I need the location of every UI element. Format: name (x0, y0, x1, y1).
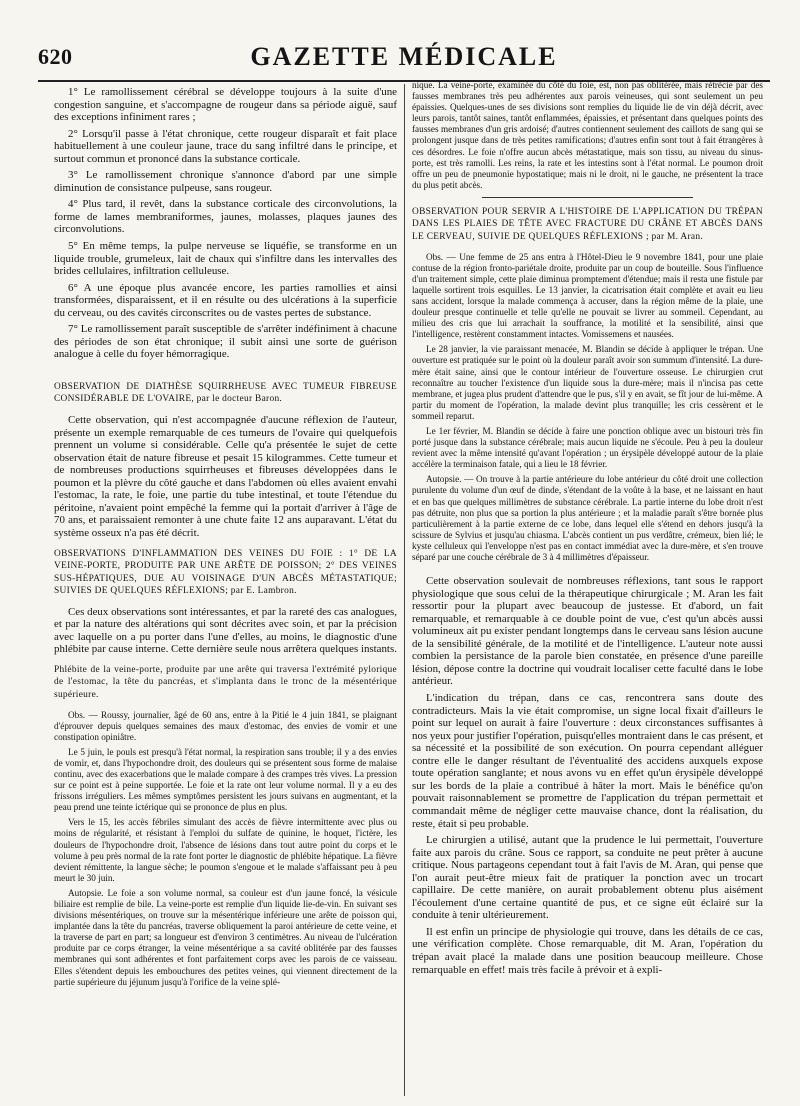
paragraph: Le 1er février, M. Blandin se décide à faire une ponction oblique avec un bistouri très fin porté jusque dans la substance cérébrale; mais aucun liquide ne s'écoule. Peu à peu la douleur revient avec la même intensité qu'avant l'opération ; un érysipèle développé autour de la plaie accélère la terminaison fatale, qui a lieu le 18 février. (412, 425, 763, 470)
paragraph: 6° A une époque plus avancée encore, les parties ramollies et ainsi transformées, disparaissent, et il en résulte ou des ulcérations à la superficie du cerveau, ou des cavités circonscrites ou de vastes pertes de substance. (54, 281, 397, 319)
paragraph: 2° Lorsqu'il passe à l'état chronique, cette rougeur disparaît et fait place habituellement à une couleur jaune, trace du sang infiltré dans le principe, et surtout commun et prononcé dans la substance corticale. (54, 127, 397, 165)
section-title: OBSERVATION POUR SERVIR A L'HISTOIRE DE L'APPLICATION DU TRÉPAN DANS LES PLAIES DE TÊTE AVEC FRACTURE DU CRÂNE ET ABCÈS DANS LE CERVEAU, SUIVIE DE QUELQUES RÉFLEXIONS ; par M. Aran. (412, 206, 763, 243)
journal-title: GAZETTE MÉDICALE (250, 42, 558, 71)
paragraph: L'indication du trépan, dans ce cas, rencontrera sans doute des contradicteurs. Mais la vie était compromise, un signe local fixait d'ailleurs le point sur lequel on aurait à faire l'ouverture : deux circonstances suffisantes à nos yeux pour justifier l'opération, puisqu'elles montraient dans le cas présent, et sa nécessité et la possibilité de son exécution. On pourra cependant alléguer contre elle le danger résultant de l'éventualité des accidens auxquels expose toute opération sanglante; et nous avons vu en effet qu'un érysipèle développé sur les bords de la plaie a contribué à hâter la mort. Mais le bénéfice qu'on pouvait raisonnablement se promettre de l'application du trépan permettait et commandait même de négliger cette mauvaise chance, dont la réalisation, du reste, était si peu probable. (412, 692, 763, 830)
paragraph: 3° Le ramollissement chronique s'annonce d'abord par une simple diminution de consistance pulpeuse, sans rougeur. (54, 169, 397, 194)
paragraph: Autopsie. — On trouve à la partie antérieure du lobe antérieur du côté droit une collection purulente du volume d'un œuf de dinde, s'étendant de la voûte à la base, et ne laissant en haut et en bas que quelques millimètres de substance cérébrale. La partie interne du lobe droit n'est pas détruite, non plus que sa portion la plus antérieure ; et la maladie paraît s'être bornée plus particulièrement à la partie externe de ce lobe, dans lequel elle s'étend en dehors jusqu'à la scissure de Sylvius et jusqu'au chiasma. L'abcès contient un pus verdâtre, crémeux, bien lié; le kyste celluleux qui l'enveloppe n'est pas en contact immédiat avec la dure-mère, et s'en trouve séparé par une couche cérébrale de 3 à 4 millimètres d'épaisseur. (412, 474, 763, 563)
section-title: OBSERVATIONS D'INFLAMMATION DES VEINES DU FOIE : 1° DE LA VEINE-PORTE, PRODUITE PAR UNE ARÊTE DE POISSON; 2° DES VEINES SUS-HÉPATIQUES, DUE AU VOISINAGE D'UN ABCÈS MÉTASTATIQUE; SUIVIES DE QUELQUES RÉFLEXIONS; par E. Lambron. (54, 548, 397, 597)
section-title: Phlébite de la veine-porte, produite par une arête qui traversa l'extrémité pylorique de l'estomac, la tête du pancréas, et s'implanta dans le tronc de la mésentérique supérieure. (54, 664, 397, 700)
paragraph: Cette observation soulevait de nombreuses réflexions, tant sous le rapport physiologique que sous celui de la thérapeutique chirurgicale ; M. Aran les fait ressortir pour la plupart avec beaucoup de justesse. Et d'abord, un fait remarquable, et remarquable à ce double point de vue, c'est qu'un abcès aussi volumineux ait pu exister pendant longtemps dans le cerveau sans lésion aucune de la sensibilité générale, de la motilité et de l'intelligence. L'auteur note aussi combien la persistance de la parole bien constatée, en présence d'une pareille lésion, dépose contre la doctrine qui voudrait localiser cette faculté dans le lobe antérieur. (412, 575, 763, 688)
column-divider (404, 84, 405, 1096)
spacer (412, 567, 763, 575)
paragraph: 4° Plus tard, il revêt, dans la substance corticale des circonvolutions, la forme de lames membraniformes, jaunes, molasses, plaques jaunes des circonvolutions. (54, 198, 397, 236)
paragraph: nique. La veine-porte, examinée du côté du foie, est, non pas oblitérée, mais rétrécie par des fausses membranes très peu adhérentes aux parois veineuses, qui sont seulement un peu épaissies. Quelques-unes de ses divisions sont remplies du liquide lie de vin déjà décrit, avec leurs parois, tantôt saines, tantôt enflammées, épaissies, et présentant dans quelques points des fausses membranes d'un gris ardoisé; d'autres contiennent seulement des caillots de sang qui se prolongent jusque dans de très petites ramifications; d'autres enfin sont tout à fait étrangères à ces désordres. Le foie n'offre aucun abcès métastatique, mais son tissu, au niveau du sinus-porte, est très ramolli. Les reins, la rate et les intestins sont à l'état normal. Le poumon droit offre un peu de pneumonie hypostatique; mais ni le droit, ni le gauche, ne présentent la trace du plus petit abcès. (412, 80, 763, 190)
paragraph: Cette observation, qui n'est accompagnée d'aucune réflexion de l'auteur, présente un exemple remarquable de ces tumeurs de l'ovaire qui quelquefois prennent un volume si considérable. Celle qu'a présentée le sujet de cette observation était de nature fibreuse et pesait 15 kilogrammes. Cette tumeur et de nombreuses productions squirrheuses et fibreuses développées dans le poumon et la plèvre du côté gauche et dans l'abdomen où elles avaient envahi l'estomac, la rate, le foie, une partie du tube intestinal, et toute l'étendue du péritoine, n'avaient point empêché la femme qui la portait d'arriver à l'âge de 70 ans, et paraissaient remonter à une chute faite 12 ans auparavant. L'état du système osseux n'a pas été décrit. (54, 414, 397, 539)
paragraph: Ces deux observations sont intéressantes, et par la rareté des cas analogues, et par la nature des altérations qui sont décrites avec soin, et par la précision avec laquelle on a pu porter dans l'une d'elles, au moins, le diagnostic d'une phlébite par cause interne. Cette dernière seule nous arrêtera quelques instants. (54, 605, 397, 656)
section-rule (482, 197, 693, 198)
page-header (38, 40, 770, 82)
section-title: OBSERVATION DE DIATHÈSE SQUIRRHEUSE AVEC TUMEUR FIBREUSE CONSIDÉRABLE DE L'OVAIRE, par le docteur Baron. (54, 381, 397, 405)
paragraph: Autopsie. Le foie a son volume normal, sa couleur est d'un jaune foncé, la vésicule biliaire est remplie de bile. La veine-porte est remplie d'un liquide lie-de-vin. En suivant ses divisions mésentériques, on trouve sur la mésentérique inférieure une arête de poisson qui, implantée dans la tête du pancréas, traverse obliquement la paroi antérieure de cette veine, et la traverse de part en part; sa longueur est d'environ 3 centimètres. Au niveau de l'ulcération produite par ce corps étranger, la veine mésentérique a sa cavité oblitérée par des fausses membranes qui sont adhérentes et font parfaitement corps avec les parois de ce vaisseau. Elles s'étendent depuis les embouchures des petites veines, qui viennent directement de la partie supérieure du jéjunum jusqu'à l'orifice de la veine splé- (54, 887, 397, 987)
page-number: 620 (38, 44, 73, 69)
paragraph: Le 5 juin, le pouls est presqu'à l'état normal, la respiration sans trouble; il y a des envies de vomir, et, dans l'hypochondre droit, des douleurs qui se présentent sous forme de malaise continu, avec des exacerbations que le malade compare à des crampes très vives. La pression sur ce point est à peine supportée. Le foie et la rate ont leur volume normal. Il y a eu des frissons irréguliers. Les mêmes symptômes persistent les jours suivans en augmentant, et la peau prend une teinte ictérique qui se prononce de plus en plus. (54, 746, 397, 813)
left-column (54, 86, 397, 1092)
paragraph: Le chirurgien a utilisé, autant que la prudence le lui permettait, l'ouverture faite aux parois du crâne. Sous ce rapport, sa conduite ne peut prêter à aucune critique. Nous partageons cependant tout à fait l'avis de M. Aran, qui pense que l'on aurait peut-être mieux fait de pratiquer la ponction avec un trocart capillaire. De cette manière, on aurait probablement obtenu plus aisément l'écoulement d'une certaine quantité de pus, et ce signe eût éclairé sur la conduite à tenir ultérieurement. (412, 834, 763, 922)
paragraph: 7° Le ramollissement paraît susceptible de s'arrêter indéfiniment à chacune des périodes de son état chronique; il subit ainsi une sorte de guérison analogue à celle du foyer hémorragique. (54, 323, 397, 361)
paragraph: 1° Le ramollissement cérébral se développe toujours à la suite d'une congestion sanguine, et s'accompagne de rougeur dans sa période aiguë, sauf des exceptions infiniment rares ; (54, 86, 397, 124)
paragraph: Obs. — Une femme de 25 ans entra à l'Hôtel-Dieu le 9 novembre 1841, pour une plaie contuse de la région fronto-pariétale droite, produite par un coup de bouteille. Sous l'influence d'un traitement simple, cette plaie diminua promptement d'étendue; mais il resta une fistule par laquelle sortirent trois esquilles. Le 13 janvier, la cicatrisation était complète et avait eu lieu sans accident, lorsque la malade commença à accuser, dans la région même de la plaie, une douleur presque continuelle et telle qu'elle ne pouvait se livrer au sommeil. Cependant, au milieu des cris que lui arrachait la souffrance, la motilité et la sensibilité, ainsi que l'intelligence, restèrent constamment intactes. Vomissemens et nausées. (412, 251, 763, 340)
right-column (412, 80, 763, 1092)
paragraph: Il est enfin un principe de physiologie qui trouve, dans les détails de ce cas, une vérification complète. Chose remarquable, dit M. Aran, l'opération du trépan avait placé la malade dans une position beaucoup meilleure. Chose remarquable en effet! mais très facile à prévoir et à expli- (412, 925, 763, 976)
paragraph: Le 28 janvier, la vie paraissant menacée, M. Blandin se décide à appliquer le trépan. Une ouverture est pratiquée sur le point où la douleur paraît avoir son summum d'intensité. La dure-mère était saine, ainsi que le contour intérieur de l'ouverture osseuse. Le chirurgien crut reconnaître au toucher l'existence d'un liquide sous la dure-mère; mais il n'incisa pas cette membrane, et jugea plus prudent d'attendre que le pus, s'il y en avait, se fît jour de lui-même. A partir du moment de l'opération, la malade devint plus tranquille; les cris cessèrent et le sommeil reparut. (412, 344, 763, 421)
spacer (54, 365, 397, 373)
paragraph: 5° En même temps, la pulpe nerveuse se liquéfie, se transforme en un liquide trouble, grumeleux, lait de chaux qui s'infiltre dans les intervalles des brides cellulaires, infiltration celluleuse. (54, 240, 397, 278)
paragraph: Vers le 15, les accès fébriles simulant des accès de fièvre intermittente avec plus ou moins de régularité, et résistant à l'emploi du sulfate de quinine, le hoquet, l'ictère, les douleurs de l'hypochondre droit, l'absence de lésions dans tout autre point du corps et le volume à peu près normal de la rate font porter le diagnostic de phlébite hépatique. La fièvre devient rémittente, la langue sèche; le poumon s'engoue et le malade s'affaissant peu à peu meurt le 30 juin. (54, 817, 397, 883)
paragraph: Obs. — Roussy, journalier, âgé de 60 ans, entre à la Pitié le 4 juin 1841, se plaignant d'éprouver depuis quelques semaines des maux d'estomac, des envies de vomir et une constipation opiniâtre. (54, 709, 397, 742)
